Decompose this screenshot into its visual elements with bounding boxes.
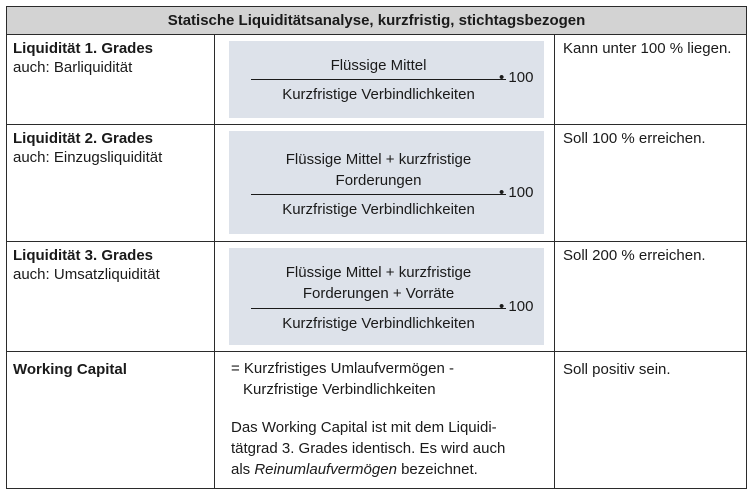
liquidity-table (6, 6, 747, 489)
target-cell (555, 352, 746, 488)
target-text: Kann unter 100 % liegen. (563, 40, 732, 57)
table-row (7, 352, 746, 488)
formula-line: Kurzfristige Verbindlichkeiten (243, 381, 436, 398)
target-text: Soll 100 % erreichen. (563, 130, 706, 147)
fraction-line (251, 308, 506, 309)
row-label-cell (7, 125, 215, 241)
table-row (7, 35, 746, 125)
formula-box (229, 41, 544, 118)
working-capital-text (231, 358, 549, 480)
row-label-cell (7, 352, 215, 488)
target-cell (555, 35, 746, 124)
formula-cell (215, 125, 555, 241)
formula-cell (215, 352, 555, 488)
metric-alias: auch: Barliquidität (13, 59, 133, 76)
formula-denominator: Kurzfristige Verbindlichkeiten (282, 201, 475, 218)
note-suffix: bezeichnet. (396, 461, 478, 478)
table-row (7, 125, 746, 242)
metric-name: Liquidität 3. Grades (13, 247, 154, 264)
metric-name: Liquidität 2. Grades (13, 130, 154, 147)
metric-alias: auch: Umsatzliquidität (13, 266, 160, 283)
row-label-cell (7, 242, 215, 351)
formula-factor: • 100 (499, 298, 534, 315)
formula-numerator: Flüssige Mittel + kurzfristige (285, 264, 472, 281)
note-line: tätgrad 3. Grades identisch. Es wird auch (231, 440, 506, 457)
formula-denominator: Kurzfristige Verbindlichkeiten (282, 86, 475, 103)
formula-numerator: Forderungen + Vorräte (302, 285, 455, 302)
note-line (231, 459, 549, 480)
fraction-line (251, 194, 506, 195)
fraction-line (251, 79, 506, 80)
formula-line: = Kurzfristiges Umlaufvermögen - (231, 360, 454, 377)
formula-factor: • 100 (499, 184, 534, 201)
formula-numerator: Flüssige Mittel + kurzfristige (285, 151, 472, 168)
target-cell (555, 242, 746, 351)
table-header: Statische Liquiditätsanalyse, kurzfristig, stichtagsbezogen (7, 7, 746, 35)
note-term: Reinumlaufvermögen (254, 461, 397, 478)
formula-denominator: Kurzfristige Verbindlichkeiten (282, 315, 475, 332)
formula-cell (215, 242, 555, 351)
note-line: Das Working Capital ist mit dem Liquidi- (231, 419, 497, 436)
target-cell (555, 125, 746, 241)
table-row (7, 242, 746, 352)
formula-numerator: Forderungen (335, 172, 422, 189)
metric-alias: auch: Einzugsliquidität (13, 149, 163, 166)
formula-box (229, 131, 544, 234)
target-text: Soll positiv sein. (563, 361, 671, 378)
formula-box (229, 248, 544, 345)
formula-factor: • 100 (499, 69, 534, 86)
target-text: Soll 200 % erreichen. (563, 247, 706, 264)
metric-name: Working Capital (13, 361, 127, 378)
row-label-cell (7, 35, 215, 124)
formula-numerator: Flüssige Mittel (330, 57, 427, 74)
formula-cell (215, 35, 555, 124)
metric-name: Liquidität 1. Grades (13, 40, 154, 57)
note-prefix: als (231, 461, 255, 478)
